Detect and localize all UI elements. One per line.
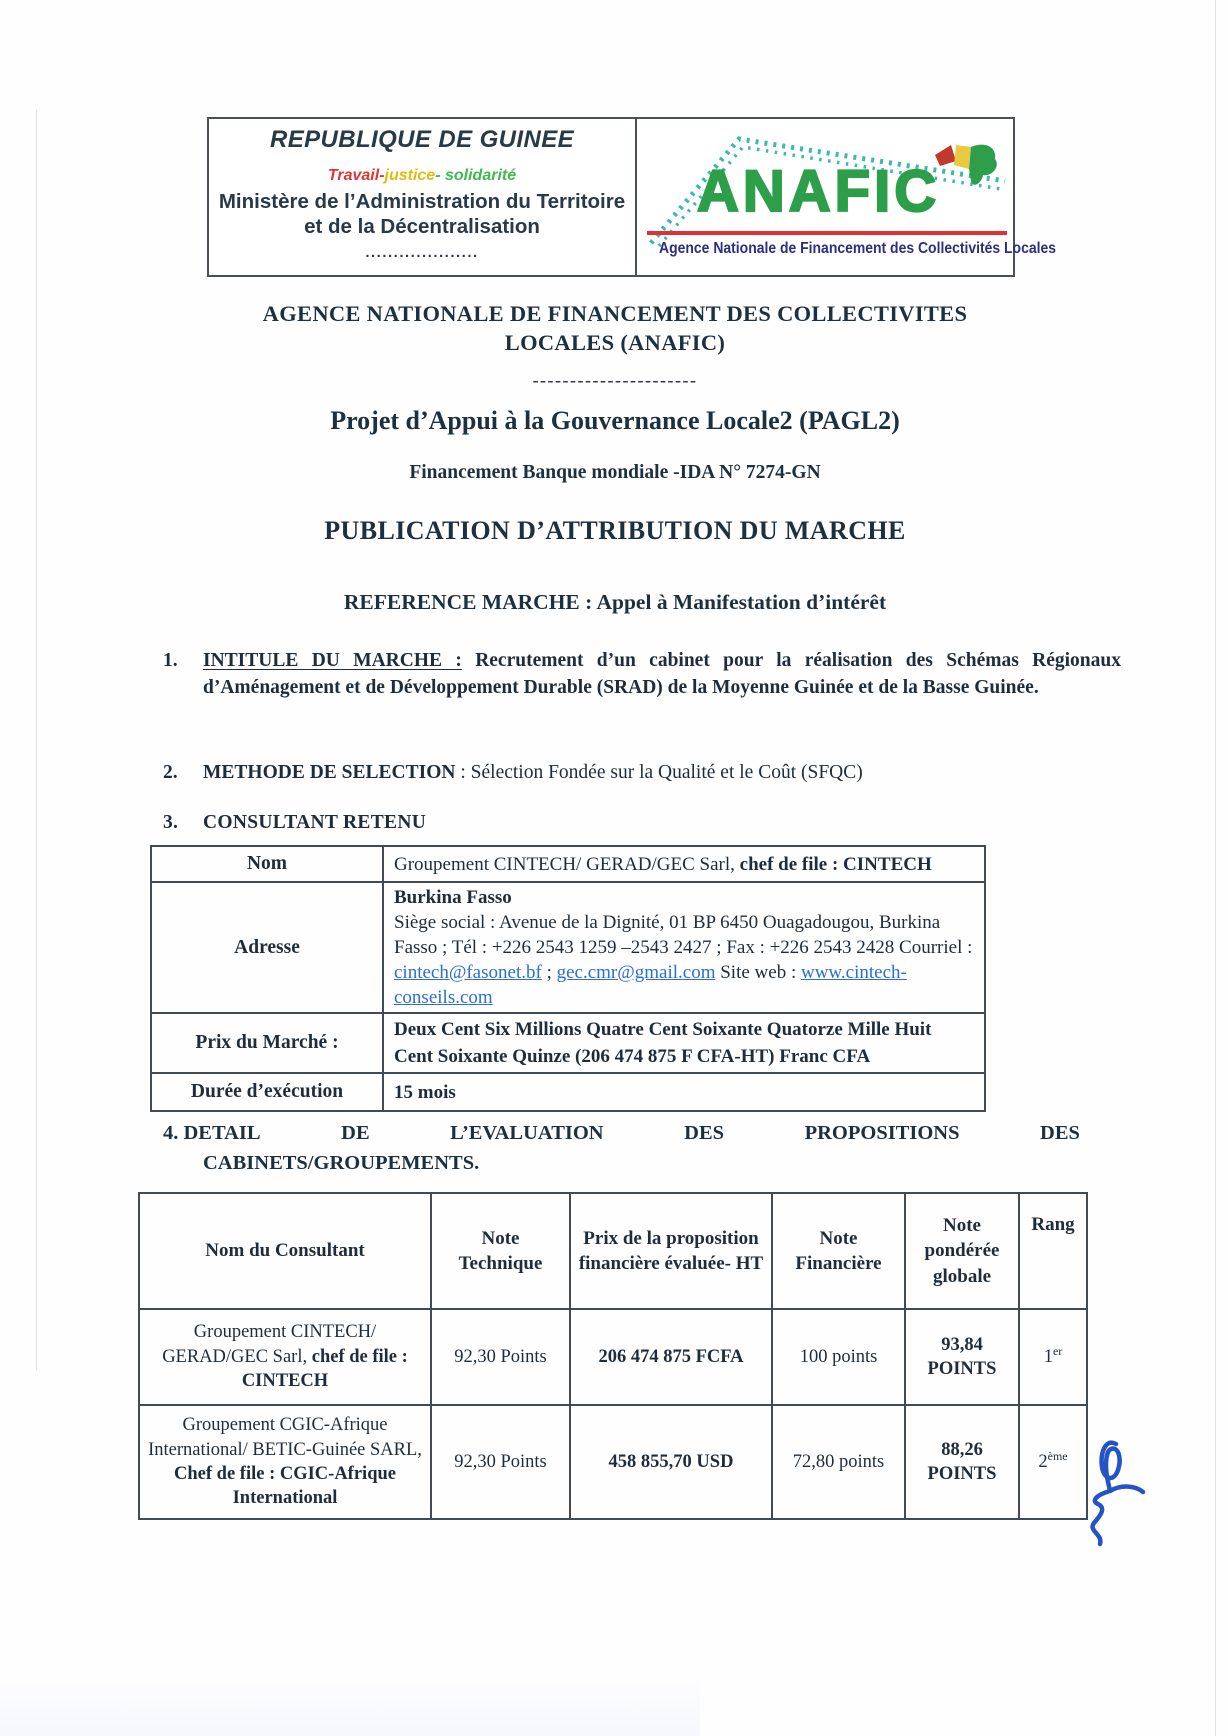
table-row-duree <box>151 1073 985 1111</box>
handwritten-initials <box>1074 1436 1148 1554</box>
cell-note-technique-1: 92,30 Points <box>431 1309 570 1405</box>
email-link-cintech[interactable]: cintech@fasonet.bf <box>394 962 542 983</box>
dotted-separator: .................... <box>365 244 479 261</box>
dashed-separator: ---------------------- <box>532 370 698 390</box>
section-1-number: 1. <box>163 650 178 671</box>
section-1-intitule <box>163 648 1121 702</box>
reference-line: REFERENCE MARCHE : Appel à Manifestation d’intérêt <box>343 590 887 614</box>
agency-title-line2: LOCALES (ANAFIC) <box>504 329 726 355</box>
cell-prix-1: 206 474 875 FCFA <box>570 1309 772 1405</box>
anafic-logo <box>637 119 1056 275</box>
ministry-line-1: Ministère de l’Administration du Territoire <box>218 190 626 213</box>
section-4-heading-line2: CABINETS/GROUPEMENTS. <box>203 1152 480 1174</box>
republic-header <box>209 119 637 275</box>
cell-prix-label: Prix du Marché : <box>151 1013 383 1073</box>
table-row-nom <box>151 846 985 882</box>
agency-title <box>140 300 1090 358</box>
header-note-ponderee: Note pondérée globale <box>905 1193 1019 1309</box>
evaluation-table <box>138 1192 1088 1520</box>
cell-note-financiere-2: 72,80 points <box>772 1405 905 1519</box>
publication-title: PUBLICATION D’ATTRIBUTION DU MARCHE <box>324 516 906 545</box>
cell-duree-value: 15 mois <box>383 1073 985 1111</box>
evaluation-header-row <box>139 1193 1087 1309</box>
consultant-table <box>150 845 986 1112</box>
cell-prix-value: Deux Cent Six Millions Quatre Cent Soixante Quatorze Mille Huit Cent Soixante Quinze (206 474 875 F CFA-HT) Franc CFA <box>383 1013 985 1073</box>
cell-note-ponderee-1: 93,84 POINTS <box>905 1309 1019 1405</box>
website-link[interactable]: www.cintech-conseils.com <box>394 962 907 1008</box>
cell-nom-label: Nom <box>151 846 383 882</box>
scan-artifact-line <box>36 110 37 1370</box>
adresse-country: Burkina Fasso <box>394 887 512 908</box>
guinea-map-icon <box>931 139 1003 191</box>
cell-note-technique-2: 92,30 Points <box>431 1405 570 1519</box>
section-3-label: CONSULTANT RETENU <box>203 812 427 833</box>
country-title: REPUBLIQUE DE GUINEE <box>269 126 575 153</box>
header-nom-consultant: Nom du Consultant <box>139 1193 431 1309</box>
letterhead-box <box>207 117 1056 277</box>
financing-line: Financement Banque mondiale -IDA N° 7274-GN <box>409 462 821 483</box>
cell-nom-value: Groupement CINTECH/ GERAD/GEC Sarl, chef de file : CINTECH <box>383 846 985 882</box>
motto-solidarite: - solidarité <box>435 167 517 184</box>
scan-artifact-line <box>1215 0 1216 1736</box>
section-2-label: METHODE DE SELECTION <box>203 762 456 783</box>
header-note-technique: Note Technique <box>431 1193 570 1309</box>
cell-duree-label: Durée d’exécution <box>151 1073 383 1111</box>
cell-note-ponderee-2: 88,26 POINTS <box>905 1405 1019 1519</box>
section-3-consultant <box>163 812 1121 834</box>
national-motto <box>209 167 635 185</box>
scan-artifact-smudge <box>0 1676 700 1736</box>
ministry-name <box>209 189 635 239</box>
cell-name-cintech: Groupement CINTECH/ GERAD/GEC Sarl, chef de file : CINTECH <box>139 1309 431 1405</box>
cell-name-cgic: Groupement CGIC-Afrique International/ BETIC-Guinée SARL, Chef de file : CGIC-Afrique International <box>139 1405 431 1519</box>
header-note-financiere: Note Financière <box>772 1193 905 1309</box>
cell-rang-2: 2ème <box>1019 1405 1087 1519</box>
section-1-text: Recrutement d’un cabinet pour la réalisation des Schémas Régionaux d’Aménagement et de Développement Durable (SRAD) de la Moyenne Guinée et de la Basse Guinée. <box>203 650 1121 698</box>
motto-travail: Travail- <box>327 167 385 184</box>
section-1-label: INTITULE DU MARCHE : <box>203 650 462 671</box>
table-row-prix <box>151 1013 985 1073</box>
evaluation-row-cgic <box>139 1405 1087 1519</box>
cell-rang-1: 1er <box>1019 1309 1087 1405</box>
ministry-line-2: et de la Décentralisation <box>304 215 540 238</box>
section-2-methode <box>163 762 1121 784</box>
header-rang: Rang <box>1019 1193 1087 1309</box>
evaluation-row-cintech <box>139 1309 1087 1405</box>
cell-note-financiere-1: 100 points <box>772 1309 905 1405</box>
logo-tagline: Agence Nationale de Financement des Collectivités Locales <box>659 240 1056 257</box>
section-4-heading-line1: 4. DETAIL DE L’EVALUATION DES PROPOSITIONS DES <box>163 1122 1080 1144</box>
header-prix-proposition: Prix de la proposition financière évaluée- HT <box>570 1193 772 1309</box>
project-title: Projet d’Appui à la Gouvernance Locale2 (PAGL2) <box>330 406 900 435</box>
section-3-number: 3. <box>163 812 179 833</box>
agency-title-line1: AGENCE NATIONALE DE FINANCEMENT DES COLLECTIVITES <box>262 301 968 326</box>
section-2-number: 2. <box>163 762 178 783</box>
section-2-text: : Sélection Fondée sur la Qualité et le Coût (SFQC) <box>455 762 863 783</box>
cell-adresse-label: Adresse <box>151 882 383 1013</box>
anafic-wordmark: ANAFIC <box>697 159 941 224</box>
table-row-adresse <box>151 882 985 1013</box>
logo-red-underline <box>647 231 1007 235</box>
cell-prix-2: 458 855,70 USD <box>570 1405 772 1519</box>
motto-justice: justice <box>384 167 436 184</box>
email-link-gec[interactable]: gec.cmr@gmail.com <box>556 962 716 983</box>
cell-adresse-value: Burkina Fasso Siège social : Avenue de la Dignité, 01 BP 6450 Ouagadougou, Burkina Fasso ; Tél : +226 2543 1259 –2543 2427 ; Fax : +226 2543 2428 Courriel : cintech@fasonet.bf ; gec.cmr@gmail.com Site web : www.cintech-conseils.com <box>383 882 985 1013</box>
